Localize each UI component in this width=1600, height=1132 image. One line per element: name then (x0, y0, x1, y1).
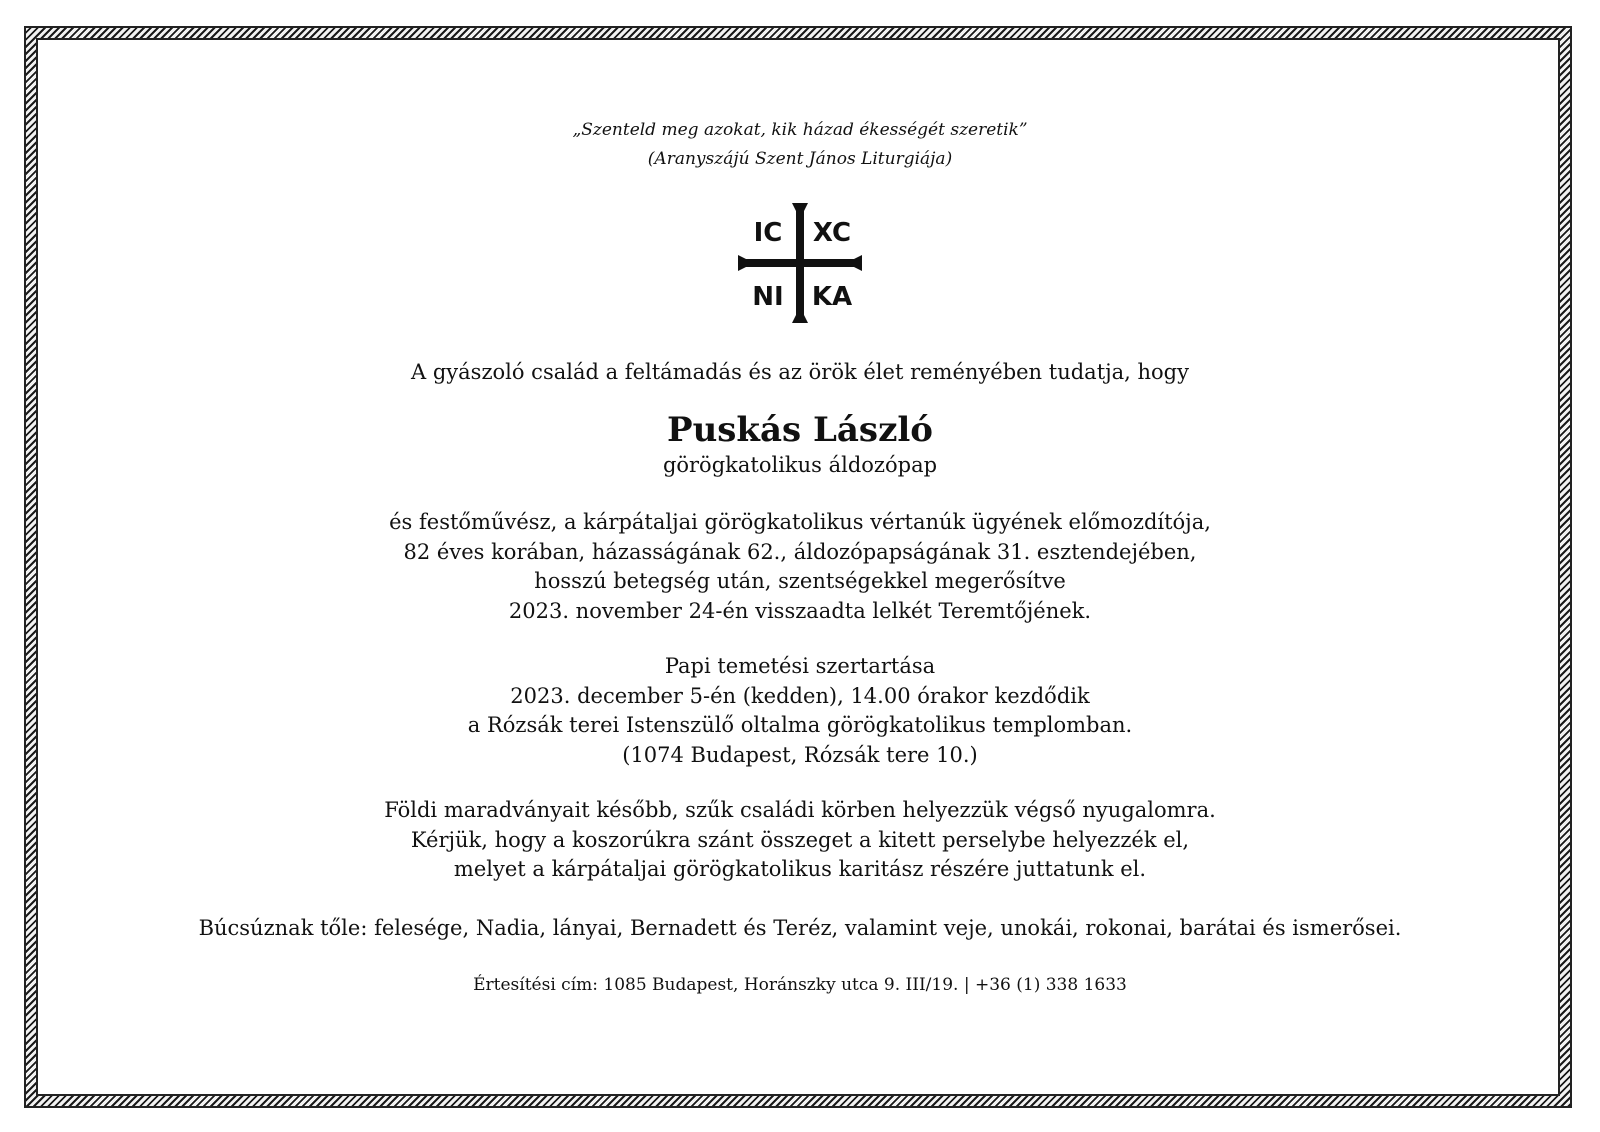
remains-line: Kérjük, hogy a koszorúkra szánt összeget a kitett perselybe helyezzék el, (410, 827, 1190, 852)
cross-letters-bottom-left: NI (752, 282, 784, 312)
farewell-line: Búcsúznak tőle: felesége, Nadia, lányai, Bernadett és Teréz, valamint veje, unokái, rokonai, barátai és ismerősei. (198, 916, 1402, 940)
funeral-line: a Rózsák terei Istenszülő oltalma görögkatolikus templomban. (467, 713, 1133, 737)
biography-line: és festőművész, a kárpátaljai görögkatolikus vértanúk ügyének előmozdítója, (389, 510, 1211, 534)
remains-line: melyet a kárpátaljai görögkatolikus karitász részére juttatunk el. (453, 857, 1147, 881)
remains-paragraph (40, 796, 1560, 885)
biography-line: 2023. november 24-én visszaadta lelkét Teremtőjének. (508, 598, 1092, 623)
funeral-line: 2023. december 5-én (kedden), 14.00 órakor kezdődik (510, 683, 1090, 708)
remains-line: Földi maradványait később, szűk családi körben helyezzük végső nyugalomra. (384, 798, 1216, 822)
cross-letters-bottom-right: KA (811, 282, 853, 312)
funeral-paragraph (40, 652, 1560, 770)
announcement-intro: A gyászoló család a feltámadás és az örök élet reményében tudatja, hogy (411, 360, 1189, 384)
cross-letters-top-left: IC (753, 218, 783, 248)
motto-quote: „Szenteld meg azokat, kik házad ékességét szeretik” (572, 120, 1028, 140)
contact-address: Értesítési cím: 1085 Budapest, Horánszky utca 9. III/19. | +36 (1) 338 1633 (473, 975, 1127, 995)
orthodox-cross-icon (736, 199, 864, 327)
funeral-line: Papi temetési szertartása (664, 654, 936, 678)
funeral-line: (1074 Budapest, Rózsák tere 10.) (622, 742, 978, 767)
cross-letters-top-right: XC (812, 218, 852, 248)
biography-line: hosszú betegség után, szentségekkel megerősítve (534, 569, 1066, 593)
biography-paragraph (40, 508, 1560, 626)
motto (40, 116, 1560, 174)
motto-source: (Aranyszájú Szent János Liturgiája) (647, 149, 953, 169)
obituary-card (40, 40, 1560, 1090)
deceased-name: Puskás László (667, 410, 933, 450)
biography-line: 82 éves korában, házasságának 62., áldozópapságának 31. esztendejében, (403, 539, 1197, 564)
deceased-title: görögkatolikus áldozópap (662, 453, 938, 477)
